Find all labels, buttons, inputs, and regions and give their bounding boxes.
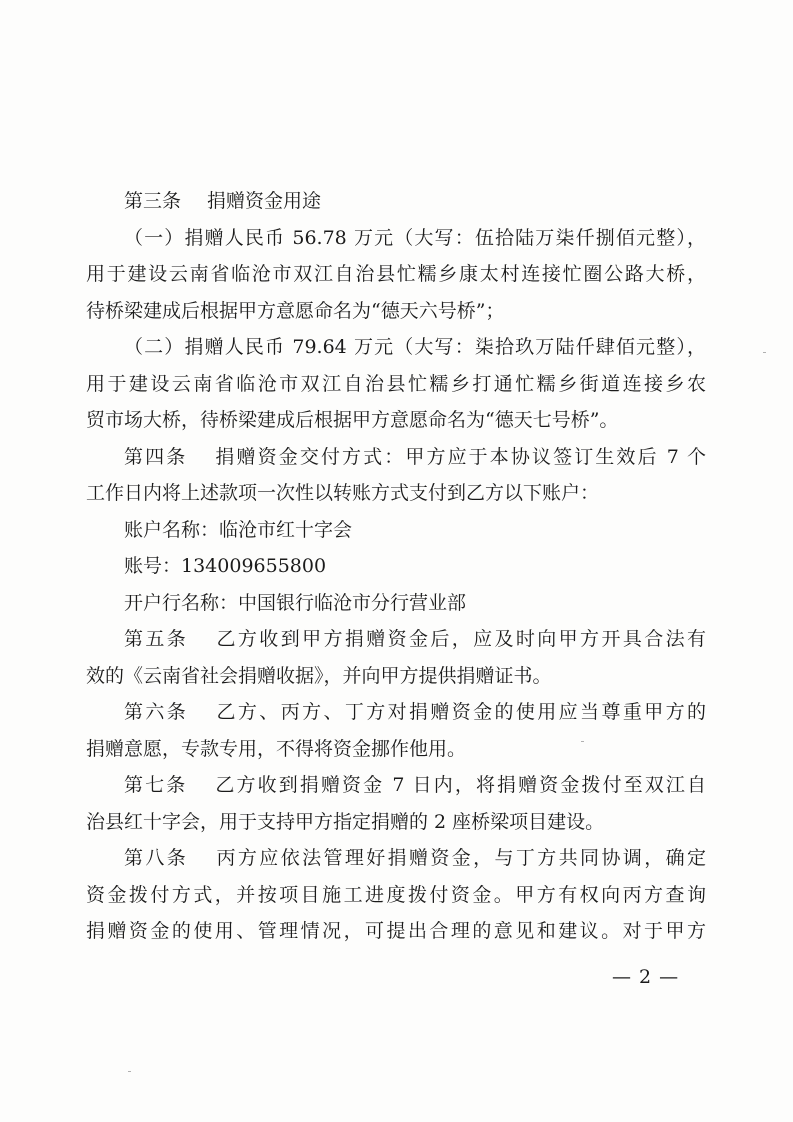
scan-speck xyxy=(581,741,584,742)
article-3-item-2-line-2: 用于建设云南省临沧市双江自治县忙糯乡打通忙糯乡街道连接乡农 xyxy=(86,372,706,395)
article-8-text-1: 丙方应依法管理好捐赠资金，与丁方共同协调，确定 xyxy=(214,847,706,869)
article-5-text-1: 乙方收到甲方捐赠资金后，应及时向甲方开具合法有 xyxy=(214,628,706,650)
article-3-heading-line xyxy=(86,183,706,220)
article-4-heading: 第四条 xyxy=(124,445,188,468)
article-7-heading: 第七条 xyxy=(124,774,188,796)
article-5-heading: 第五条 xyxy=(124,628,189,650)
scan-speck xyxy=(128,1071,131,1072)
article-8-line-3: 捐赠资金的使用、管理情况，可提出合理的意见和建议。对于甲方 xyxy=(86,920,706,942)
article-3-item-1-line-1: （一）捐赠人民币 56.78 万元（大写：伍拾陆万柒仟捌佰元整）， xyxy=(124,226,706,249)
article-6-line-2: 捐赠意愿，专款专用，不得将资金挪作他用。 xyxy=(86,737,467,760)
scan-speck xyxy=(763,352,766,353)
article-8-heading: 第八条 xyxy=(124,847,189,869)
account-bank-line: 开户行名称：中国银行临沧市分行营业部 xyxy=(124,591,467,614)
article-3-item-1-line-3: 待桥梁建成后根据甲方意愿命名为“德天六号桥”； xyxy=(86,299,505,322)
article-3-heading: 第三条 xyxy=(124,190,182,212)
article-3-item-2-line-3: 贸市场大桥，待桥梁建成后根据甲方意愿命名为“德天七号桥”。 xyxy=(86,409,619,431)
article-4-line-1 xyxy=(86,439,706,476)
account-number-line: 账号：134009655800 xyxy=(124,555,327,577)
article-5-line-2: 效的《云南省社会捐赠收据》，并向甲方提供捐赠证书。 xyxy=(86,664,552,687)
article-7-line-2: 治县红十字会，用于支持甲方指定捐赠的 2 座桥梁项目建设。 xyxy=(86,810,605,833)
article-3-item-1-line-2: 用于建设云南省临沧市双江自治县忙糯乡康太村连接忙圈公路大桥， xyxy=(86,263,706,285)
article-8-line-1 xyxy=(86,840,706,877)
article-4-line-2: 工作日内将上述款项一次性以转账方式支付到乙方以下账户： xyxy=(86,482,600,504)
article-6-text-1: 乙方、丙方、丁方对捐赠资金的使用应当尊重甲方的 xyxy=(214,701,706,723)
document-body xyxy=(86,183,706,950)
page-number: — 2 — xyxy=(612,966,680,988)
article-8-line-2: 资金拨付方式，并按项目施工进度拨付资金。甲方有权向丙方查询 xyxy=(86,883,706,906)
article-6-heading: 第六条 xyxy=(124,701,189,723)
article-7-text-1: 乙方收到捐赠资金 7 日内，将捐赠资金拨付至双江自 xyxy=(213,774,706,796)
article-7-line-1 xyxy=(86,767,706,804)
account-name-line: 账户名称：临沧市红十字会 xyxy=(124,518,353,541)
article-4-text-1: 捐赠资金交付方式：甲方应于本协议签订生效后 7 个 xyxy=(213,445,706,468)
article-3-item-2-line-1: （二）捐赠人民币 79.64 万元（大写：柒拾玖万陆仟肆佰元整）， xyxy=(124,336,706,358)
article-3-title: 捐赠资金用途 xyxy=(207,190,322,212)
article-6-line-1 xyxy=(86,694,706,731)
article-5-line-1 xyxy=(86,621,706,658)
